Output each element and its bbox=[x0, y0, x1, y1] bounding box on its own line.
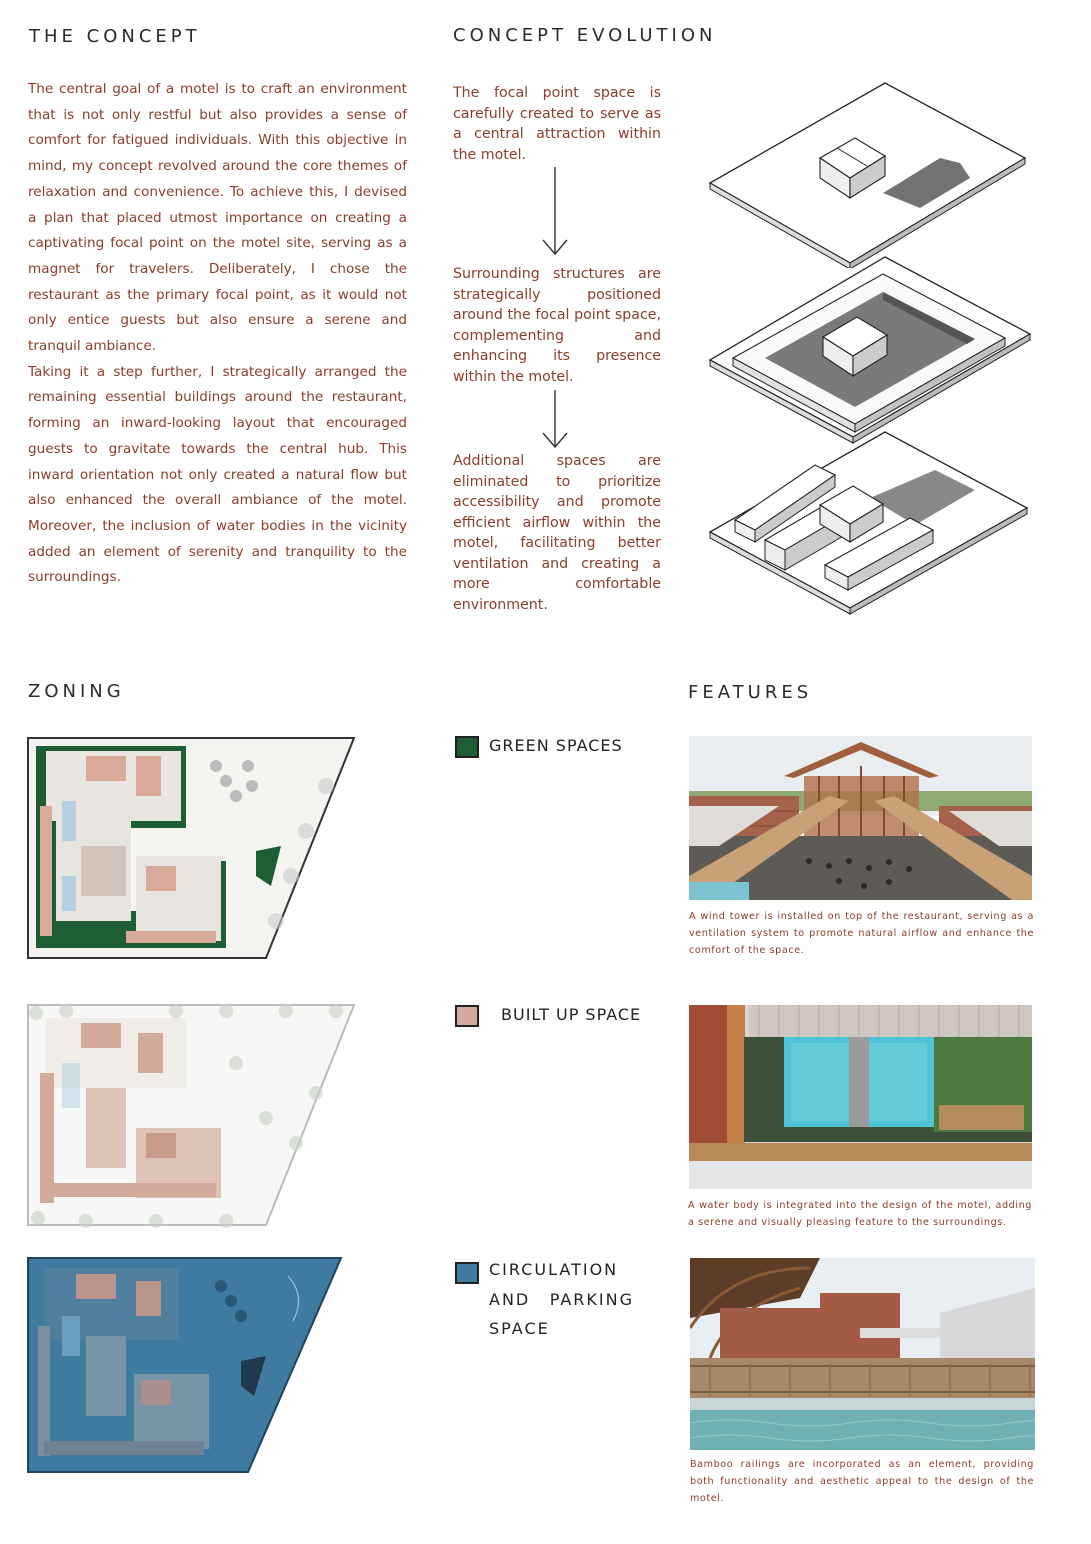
concept-paragraph-2: Taking it a step further, I strategically arranged the remaining essential buildings around the restaurant, forming an inward-looking layout that encouraged guests to gravitate towards the central hub. This inward orientation not only created a natural flow but also enhanced the overall ambiance of the motel. Moreover, the inclusion of water bodies in the vicinity added an element of serenity and tranquility to the surroundings. bbox=[28, 363, 407, 586]
zoning-plan-circulation-parking bbox=[26, 1256, 346, 1476]
legend-swatch-green bbox=[455, 736, 479, 758]
arrow-down-icon bbox=[540, 390, 570, 450]
features-heading: FEATURES bbox=[688, 682, 813, 703]
zoning-heading: ZONING bbox=[28, 681, 125, 702]
feature-photo-bamboo-railings bbox=[690, 1258, 1035, 1450]
legend-label-built: BUILT UP SPACE bbox=[501, 1005, 642, 1024]
arrow-down-icon bbox=[540, 167, 570, 257]
feature-photo-wind-tower bbox=[689, 736, 1032, 900]
legend-circulation-parking bbox=[455, 1262, 634, 1344]
zoning-plan-built-up-space bbox=[26, 1003, 358, 1231]
legend-swatch-circulation bbox=[455, 1262, 479, 1284]
feature-photo-water-body bbox=[689, 1005, 1032, 1189]
axonometric-surrounding-structures-diagram bbox=[705, 252, 1040, 447]
concept-paragraph-1: The central goal of a motel is to craft an environment that is not only restful but also provides a sense of comfort for fatigued individuals. With this objective in mind, my concept revolved around the core themes of relaxation and convenience. To achieve this, I devised a plan that placed utmost importance on creating a captivating focal point on the motel site, serving as a magnet for travelers. Deliberately, I chose the restaurant as the primary focal point, as it would not only entice guests but also ensure a serene and tranquil ambiance. bbox=[28, 81, 407, 355]
evolution-heading: CONCEPT EVOLUTION bbox=[453, 25, 717, 46]
evolution-step-3: Additional spaces are eliminated to prioritize accessibility and promote efficient airflow within the motel, facilitating better ventilation and creating a more comfortable environment. bbox=[453, 453, 661, 613]
legend-label-green: GREEN SPACES bbox=[489, 736, 623, 755]
legend-green-spaces bbox=[455, 736, 623, 758]
zoning-plan-green-spaces bbox=[26, 736, 358, 964]
evolution-step-2: Surrounding structures are strategically positioned around the focal point space, complementing and enhancing its presence within the motel. bbox=[453, 266, 661, 385]
axonometric-focal-point-diagram bbox=[705, 78, 1035, 268]
evolution-step-1: The focal point space is carefully created to serve as a central attraction within the motel. bbox=[453, 85, 661, 163]
feature-caption-1: A wind tower is installed on top of the restaurant, serving as a ventilation system to promote natural airflow and enhance the comfort of the space. bbox=[689, 911, 1034, 956]
axonometric-final-layout-diagram bbox=[705, 430, 1040, 615]
concept-text bbox=[28, 77, 407, 591]
concept-heading: THE CONCEPT bbox=[29, 26, 201, 47]
legend-swatch-built bbox=[455, 1005, 479, 1027]
feature-caption-2: A water body is integrated into the design of the motel, adding a serene and visually pleasing feature to the surroundings. bbox=[688, 1200, 1032, 1228]
legend-label-circulation: CIRCULATION AND PARKING SPACE bbox=[489, 1260, 634, 1338]
feature-caption-3: Bamboo railings are incorporated as an element, providing both functionality and aesthetic appeal to the design of the motel. bbox=[690, 1459, 1034, 1504]
legend-built-up-space bbox=[455, 1005, 641, 1027]
